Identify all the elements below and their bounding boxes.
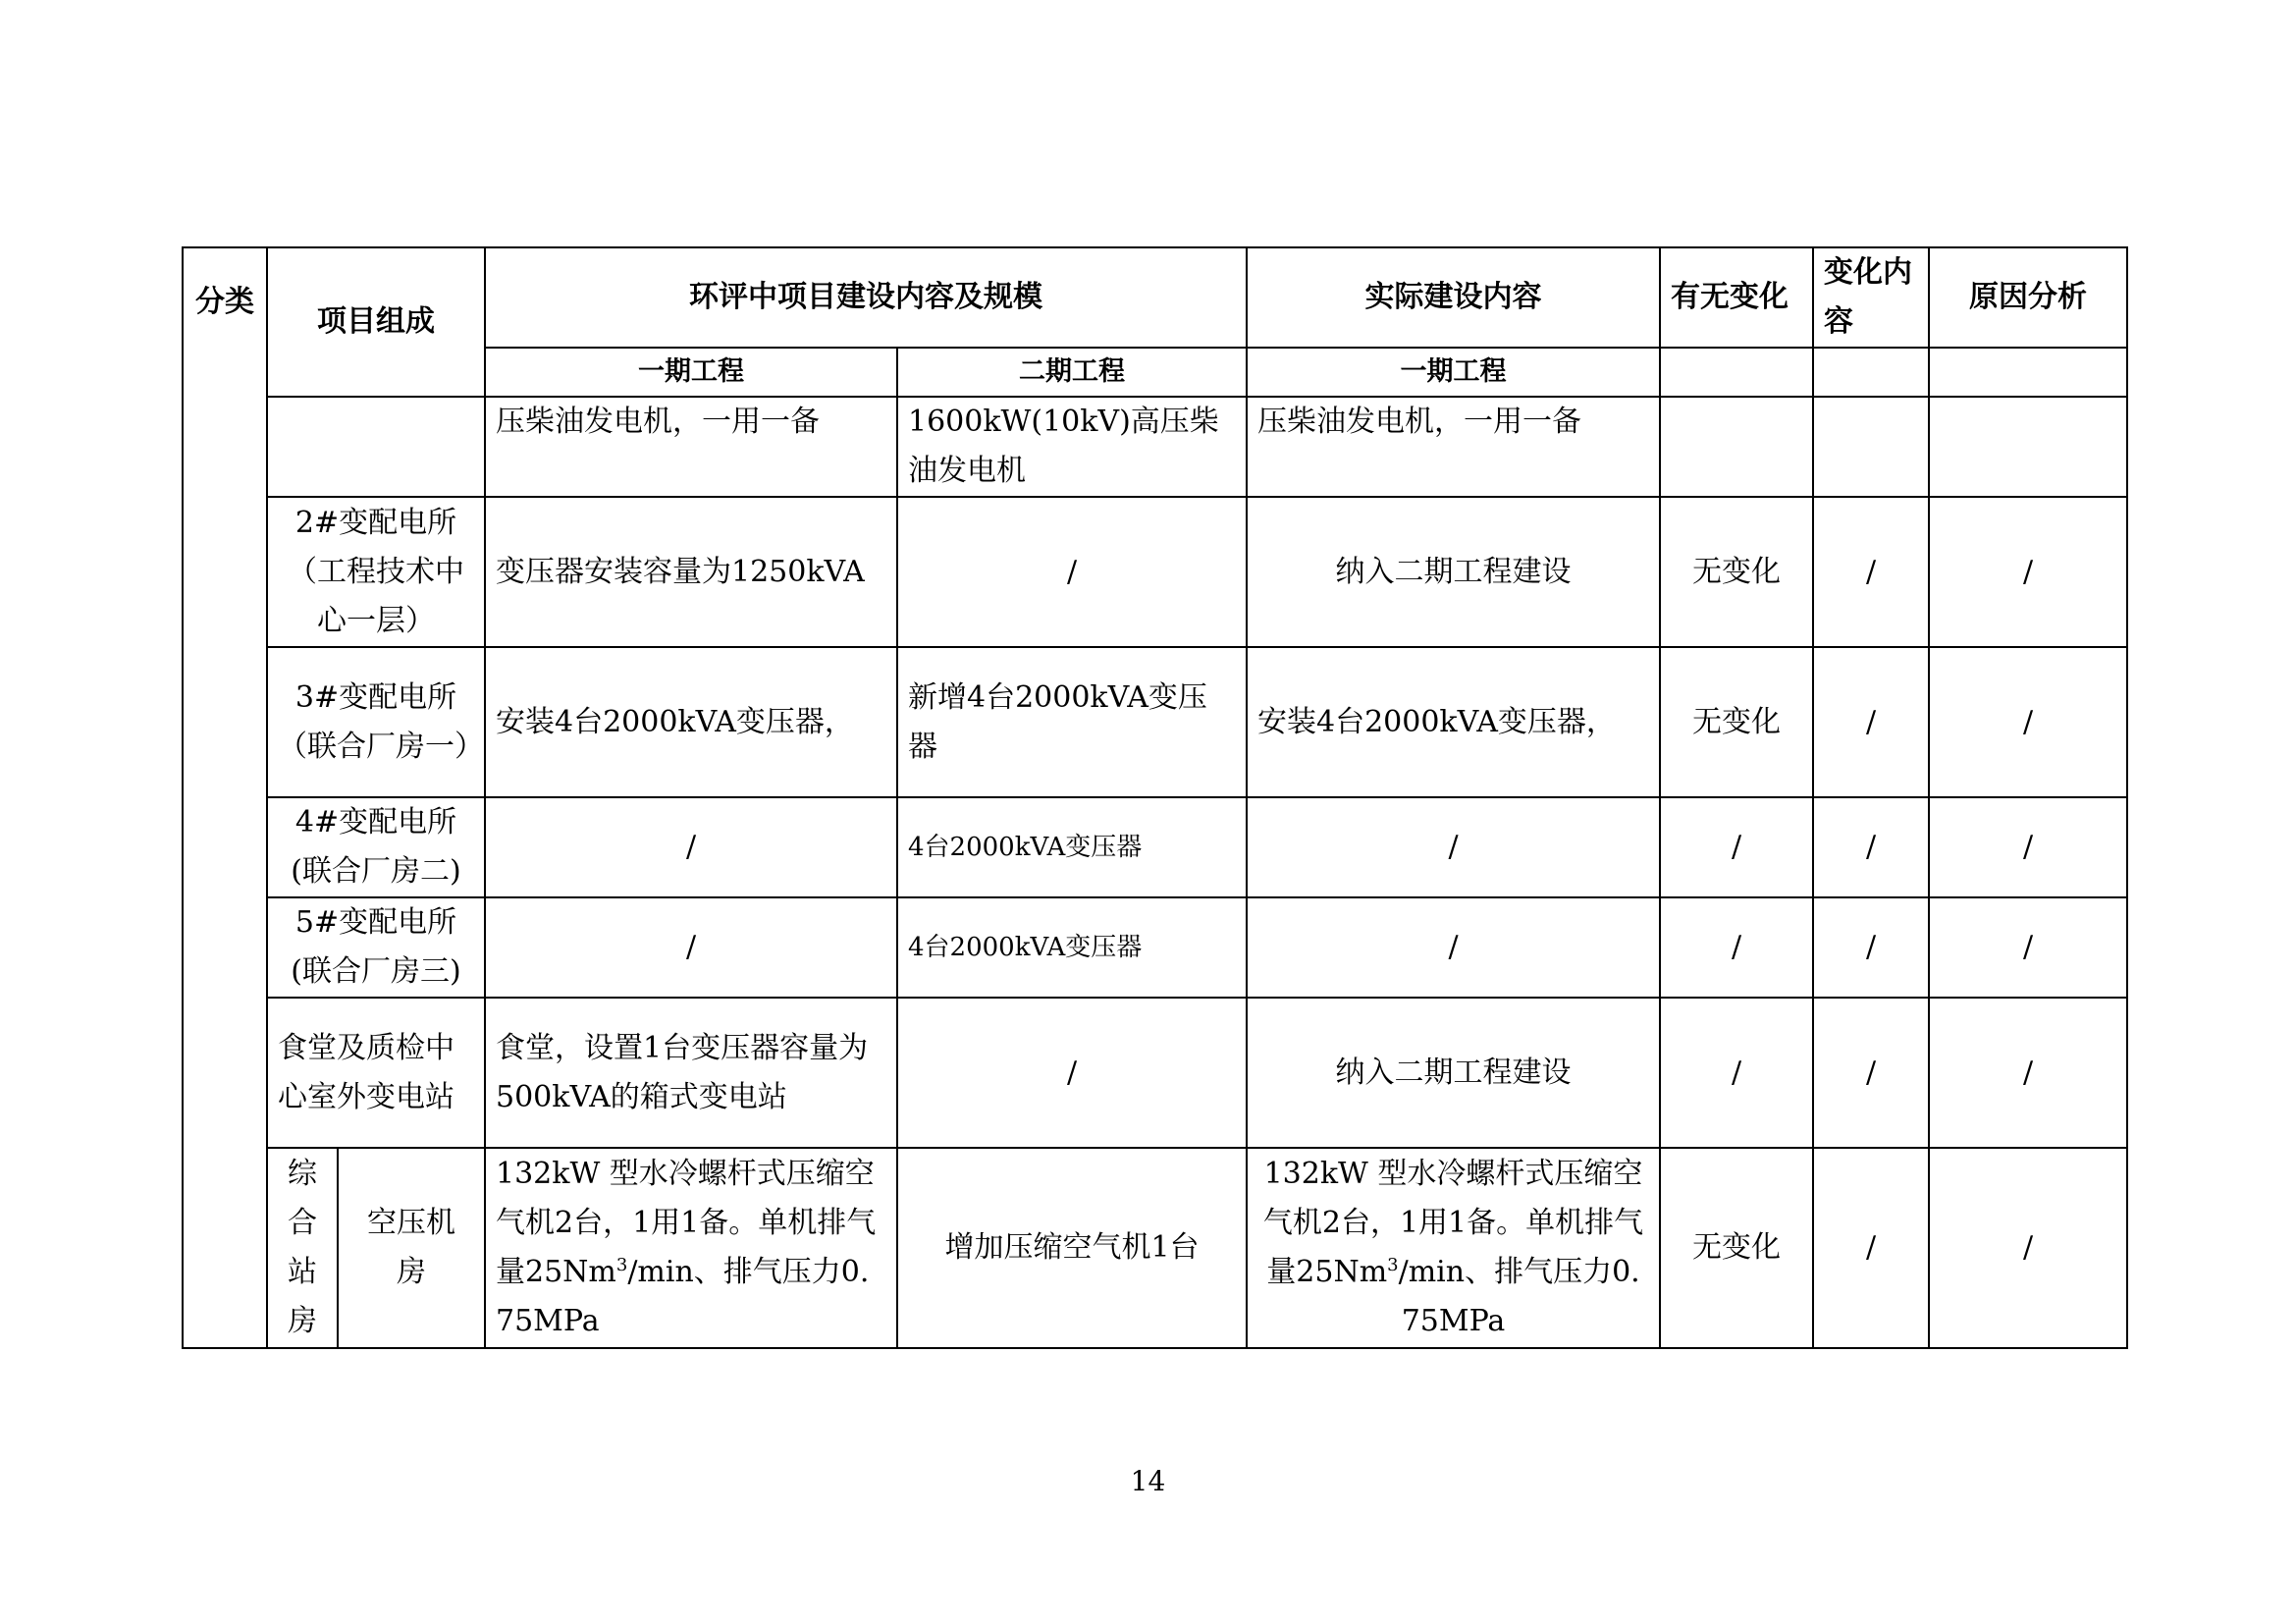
row-reason: / <box>1929 998 2127 1148</box>
row-phase2: 4台2000kVA变压器 <box>897 897 1247 998</box>
row-phase1: / <box>485 897 897 998</box>
row-change-content: / <box>1813 897 1929 998</box>
row-change-content: / <box>1813 647 1929 797</box>
header-empty-cell <box>1660 348 1813 397</box>
actual-text-a: 132kW 型水冷螺杆式压缩空气机2台，1用1备。单机排气量25Nm <box>1262 1157 1644 1289</box>
row-change-content: / <box>1813 1148 1929 1348</box>
row-component <box>267 397 485 497</box>
header-phase1: 一期工程 <box>485 348 897 397</box>
row-actual: / <box>1247 897 1660 998</box>
row-changed: 无变化 <box>1660 1148 1813 1348</box>
header-actual-phase1: 一期工程 <box>1247 348 1660 397</box>
row-phase2: 1600kW(10kV)高压柴油发电机 <box>897 397 1247 497</box>
row-phase1: 变压器安装容量为1250kVA <box>485 497 897 647</box>
row-reason: / <box>1929 647 2127 797</box>
row-change-content: / <box>1813 797 1929 897</box>
row-actual: 纳入二期工程建设 <box>1247 998 1660 1148</box>
row-changed: / <box>1660 797 1813 897</box>
table-row <box>183 797 2127 897</box>
table-row <box>183 397 2127 497</box>
row-group: 综合站房 <box>267 1148 338 1348</box>
row-phase1: 安装4台2000kVA变压器， <box>485 647 897 797</box>
row-changed: 无变化 <box>1660 497 1813 647</box>
row-component: 食堂及质检中心室外变电站 <box>267 998 485 1148</box>
header-changed: 有无变化 <box>1660 247 1813 348</box>
header-actual-content: 实际建设内容 <box>1247 247 1660 348</box>
row-component: 3#变配电所（联合厂房一） <box>267 647 485 797</box>
table-row <box>183 1148 2127 1348</box>
row-component: 5#变配电所(联合厂房三) <box>267 897 485 998</box>
row-actual: 纳入二期工程建设 <box>1247 497 1660 647</box>
page-number: 14 <box>1130 1465 1166 1497</box>
actual-text-b: /min、排气压力0.75MPa <box>1398 1255 1640 1338</box>
row-actual: / <box>1247 797 1660 897</box>
row-phase1 <box>485 1148 897 1348</box>
header-empty-cell <box>1813 348 1929 397</box>
phase1-text-a: 132kW 型水冷螺杆式压缩空气机2台，1用1备。单机排气量25Nm <box>496 1157 877 1289</box>
row-phase1: / <box>485 797 897 897</box>
row-changed <box>1660 397 1813 497</box>
row-reason <box>1929 397 2127 497</box>
row-component: 4#变配电所(联合厂房二) <box>267 797 485 897</box>
phase1-text-b: /min、排气压力0.75MPa <box>496 1255 870 1338</box>
header-phase2: 二期工程 <box>897 348 1247 397</box>
table-row <box>183 897 2127 998</box>
phase1-superscript: 3 <box>615 1255 628 1275</box>
row-actual: 压柴油发电机，一用一备 <box>1247 397 1660 497</box>
header-component: 项目组成 <box>267 247 485 397</box>
table-row <box>183 497 2127 647</box>
row-phase1: 压柴油发电机，一用一备 <box>485 397 897 497</box>
row-changed: 无变化 <box>1660 647 1813 797</box>
row-change-content: / <box>1813 497 1929 647</box>
row-reason: / <box>1929 797 2127 897</box>
row-phase2: 增加压缩空气机1台 <box>897 1148 1247 1348</box>
header-category: 分类 <box>183 247 267 1348</box>
row-component: 2#变配电所（工程技术中心一层） <box>267 497 485 647</box>
project-comparison-table <box>182 246 2128 1349</box>
actual-superscript: 3 <box>1387 1255 1399 1275</box>
header-change-content: 变化内容 <box>1813 247 1929 348</box>
row-phase2: / <box>897 998 1247 1148</box>
row-change-content <box>1813 397 1929 497</box>
row-actual <box>1247 1148 1660 1348</box>
row-phase1: 食堂，设置1台变压器容量为500kVA的箱式变电站 <box>485 998 897 1148</box>
row-changed: / <box>1660 897 1813 998</box>
header-reason: 原因分析 <box>1929 247 2127 348</box>
header-eia-content: 环评中项目建设内容及规模 <box>485 247 1247 348</box>
row-phase2: 新增4台2000kVA变压器 <box>897 647 1247 797</box>
row-reason: / <box>1929 1148 2127 1348</box>
row-reason: / <box>1929 497 2127 647</box>
table-row <box>183 647 2127 797</box>
row-actual: 安装4台2000kVA变压器， <box>1247 647 1660 797</box>
row-phase2: / <box>897 497 1247 647</box>
table-row <box>183 998 2127 1148</box>
row-phase2: 4台2000kVA变压器 <box>897 797 1247 897</box>
row-change-content: / <box>1813 998 1929 1148</box>
row-component: 空压机房 <box>338 1148 485 1348</box>
header-empty-cell <box>1929 348 2127 397</box>
row-changed: / <box>1660 998 1813 1148</box>
row-reason: / <box>1929 897 2127 998</box>
